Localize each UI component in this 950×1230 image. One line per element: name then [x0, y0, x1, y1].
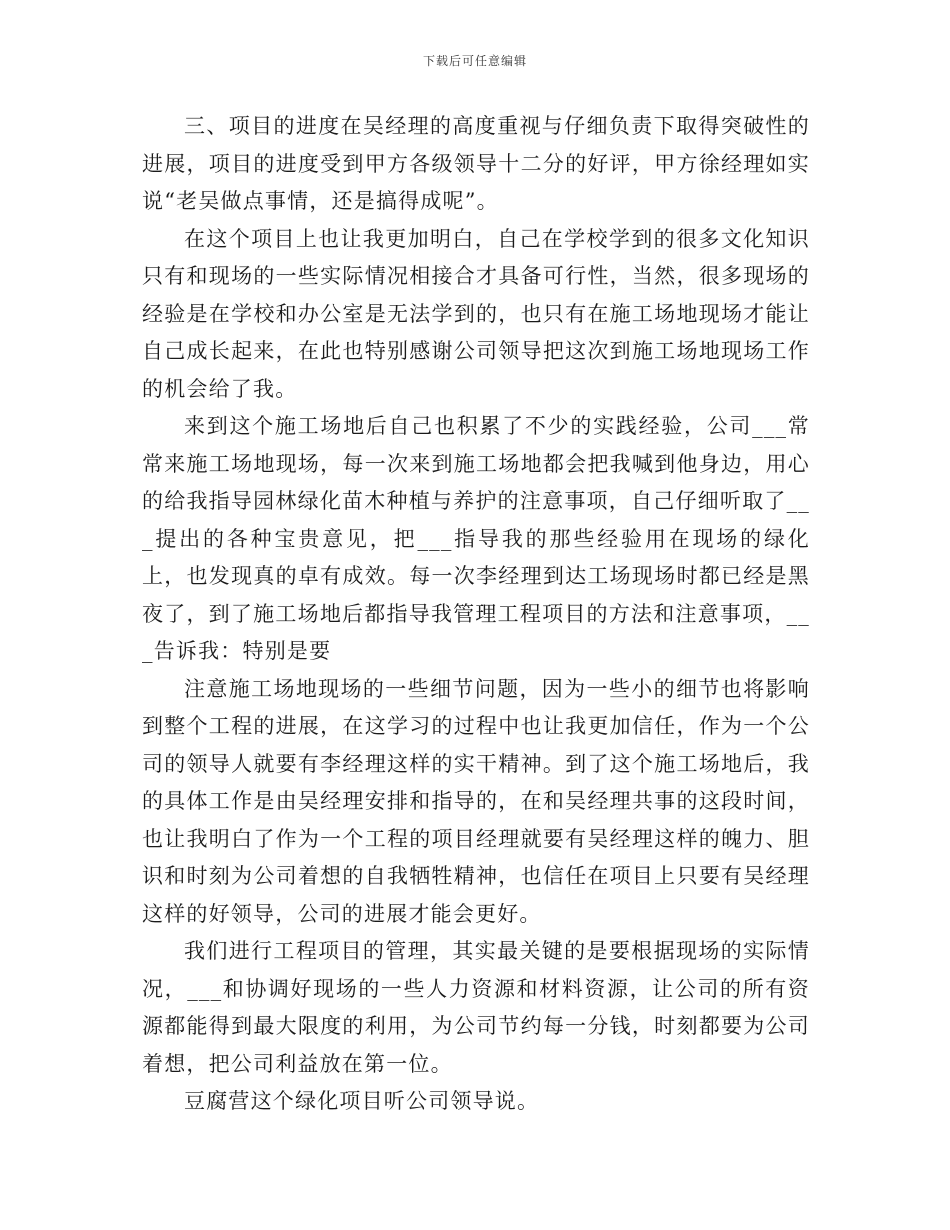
paragraph: 我们进行工程项目的管理，其实最关键的是要根据现场的实际情况，___和协调好现场的一些人力资源和材料资源，让公司的所有资源都能得到最大限度的利用，为公司节约每一分钱，时刻都要为公司着想，把公司利益放在第一位。 [142, 939, 810, 1076]
paragraph: 来到这个施工场地后自己也积累了不少的实践经验，公司___常常来施工场地现场，每一次来到施工场地都会把我喊到他身边，用心的给我指导园林绿化苗木种植与养护的注意事项，自己仔细听取了___提出的各种宝贵意见，把___指导我的那些经验用在现场的绿化上，也发现真的卓有成效。每一次李经理到达工场现场时都已经是黑夜了，到了施工场地后都指导我管理工程项目的方法和注意事项，___告诉我：特别是要 [142, 414, 810, 663]
paragraph: 豆腐营这个绿化项目听公司领导说。 [184, 1089, 540, 1113]
document-body [142, 108, 810, 1121]
paragraph: 注意施工场地现场的一些细节问题，因为一些小的细节也将影响到整个工程的进展，在这学习的过程中也让我更加信任，作为一个公司的领导人就要有李经理这样的实干精神。到了这个施工场地后，我的具体工作是由吴经理安排和指导的，在和吴经理共事的这段时间，也让我明白了作为一个工程的项目经理就要有吴经理这样的魄力、胆识和时刻为公司着想的自我牺牲精神，也信任在项目上只要有吴经理这样的好领导，公司的进展才能会更好。 [142, 676, 810, 926]
paragraph: 三、项目的进度在吴经理的高度重视与仔细负责下取得突破性的进展，项目的进度受到甲方各级领导十二分的好评，甲方徐经理如实说“老吴做点事情，还是搞得成呢”。 [142, 114, 810, 213]
paragraph: 在这个项目上也让我更加明白，自己在学校学到的很多文化知识只有和现场的一些实际情况相接合才具备可行性，当然，很多现场的经验是在学校和办公室是无法学到的，也只有在施工场地现场才能让自己成长起来，在此也特别感谢公司领导把这次到施工场地现场工作的机会给了我。 [142, 226, 810, 401]
page-header: 下载后可任意编辑 [422, 54, 527, 68]
